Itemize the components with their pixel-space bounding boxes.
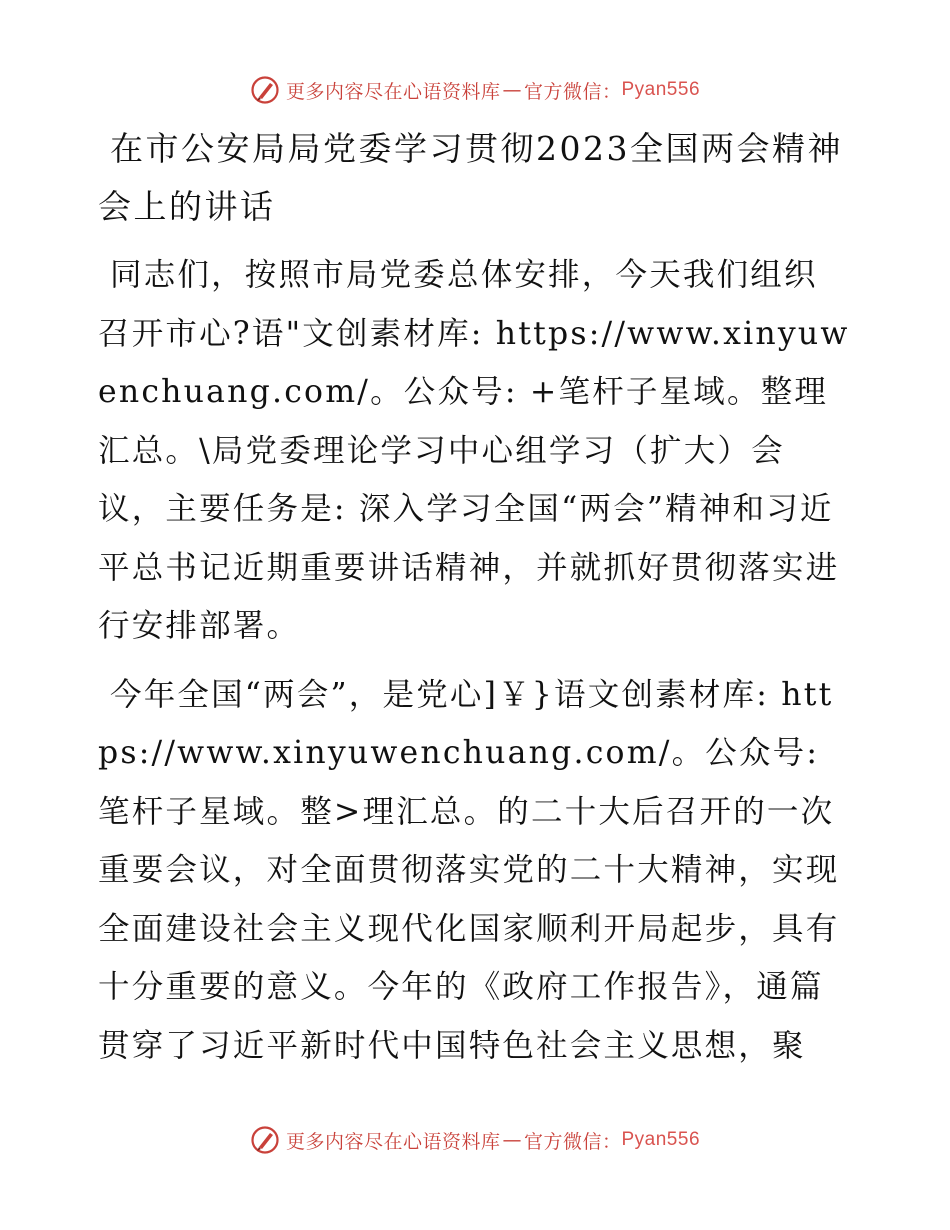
banner-text: 更多内容尽在心语资料库 — [285, 1130, 501, 1153]
banner-wechat-id: Pyan556 — [621, 79, 701, 100]
header-banner — [0, 70, 950, 110]
banner-wechat-id: Pyan556 — [621, 1129, 701, 1150]
banner-wechat-label: 官方微信： — [523, 1130, 622, 1153]
banner-dash: — — [502, 1129, 522, 1151]
document-title: 在市公安局局党委学习贯彻2023全国两会精神会上的讲话 — [98, 129, 843, 226]
footer-banner — [0, 1120, 950, 1160]
banner-wechat-label: 官方微信： — [523, 80, 622, 103]
document-body — [98, 120, 850, 1075]
quill-pen-logo-icon — [250, 1125, 280, 1155]
paragraph-2: 今年全国“两会”，是党心]￥}语文创素材库: https://www.xinyuwenchuang.com/。公众号: 笔杆子星域。整>理汇总。的二十大后召开的一次重要会议，对全面贯彻落实党的二十大精神，实现全面建设社会主义现代化国家顺利开局起步，具有十分重要的意义。今年的《政府工作报告》，通篇贯穿了习近平新时代中国特色社会主义思想，聚 — [98, 676, 840, 1064]
banner-dash: — — [502, 79, 522, 101]
paragraph-1: 同志们，按照市局党委总体安排，今天我们组织召开市心?语"文创素材库: https://www.xinyuwenchuang.com/。公众号: +笔杆子星域。整理汇总。\局党委理论学习中心组学习（扩大）会议，主要任务是: 深入学习全国“两会”精神和习近平总书记近期重要讲话精神，并就抓好贯彻落实进行安排部署。 — [98, 257, 850, 644]
quill-pen-logo-icon — [250, 75, 280, 105]
banner-text: 更多内容尽在心语资料库 — [285, 80, 501, 103]
